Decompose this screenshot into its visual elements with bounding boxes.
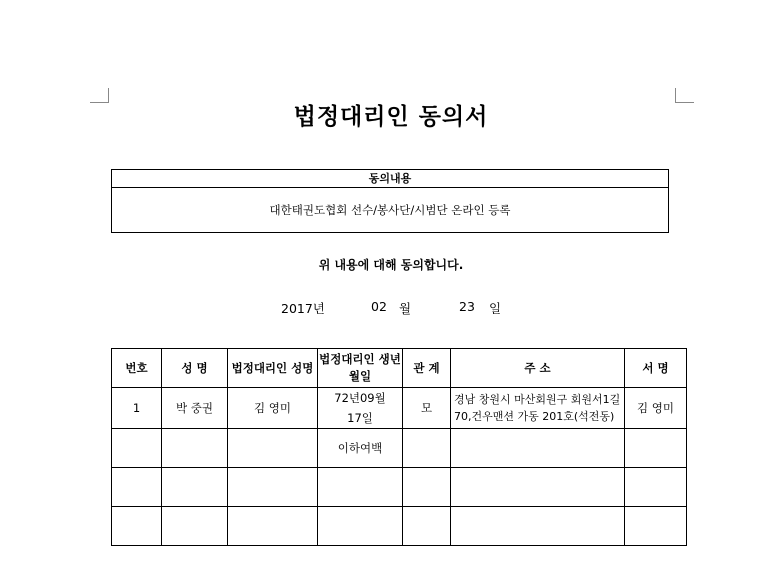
cell-name: 박 중권 xyxy=(162,388,228,429)
header-relation: 관 계 xyxy=(403,349,451,388)
date-day: 23 xyxy=(459,299,475,314)
header-signature: 서 명 xyxy=(625,349,687,388)
cell-guardian-birth xyxy=(318,388,403,429)
cell-signature: 김 영미 xyxy=(625,388,687,429)
cell-no: 1 xyxy=(112,388,162,429)
consent-box xyxy=(111,169,669,233)
header-name: 성 명 xyxy=(162,349,228,388)
table-row xyxy=(112,507,687,546)
cell-address: 경남 창원시 마산회원구 회원서1길70,건우맨션 가동 201호(석전동) xyxy=(451,388,625,429)
date-day-unit: 일 xyxy=(489,301,502,316)
date-month: 02 xyxy=(371,299,387,314)
header-guardian-name: 법정대리인 성명 xyxy=(228,349,318,388)
header-guardian-birth: 법정대리인 생년월일 xyxy=(318,349,403,388)
guardian-birth-line-2: 17일 xyxy=(347,411,373,425)
cell-guardian-name: 김 영미 xyxy=(228,388,318,429)
cell-relation: 모 xyxy=(403,388,451,429)
blank-note: 이하여백 xyxy=(318,429,403,468)
date-year: 2017년 xyxy=(281,301,325,316)
document-title: 법정대리인 동의서 xyxy=(293,103,489,130)
table-row xyxy=(112,388,687,429)
guardian-table xyxy=(111,348,687,546)
table-header-row xyxy=(112,349,687,388)
table-row xyxy=(112,468,687,507)
header-no: 번호 xyxy=(112,349,162,388)
consent-content: 대한태권도협회 선수/봉사단/시범단 온라인 등록 xyxy=(269,203,511,217)
consent-header: 동의내용 xyxy=(112,170,668,188)
agreement-statement: 위 내용에 대해 동의합니다. xyxy=(318,258,464,272)
guardian-birth-line-1: 72년09월 xyxy=(334,391,386,405)
date-month-unit: 월 xyxy=(399,301,412,316)
header-address: 주 소 xyxy=(451,349,625,388)
table-row xyxy=(112,429,687,468)
